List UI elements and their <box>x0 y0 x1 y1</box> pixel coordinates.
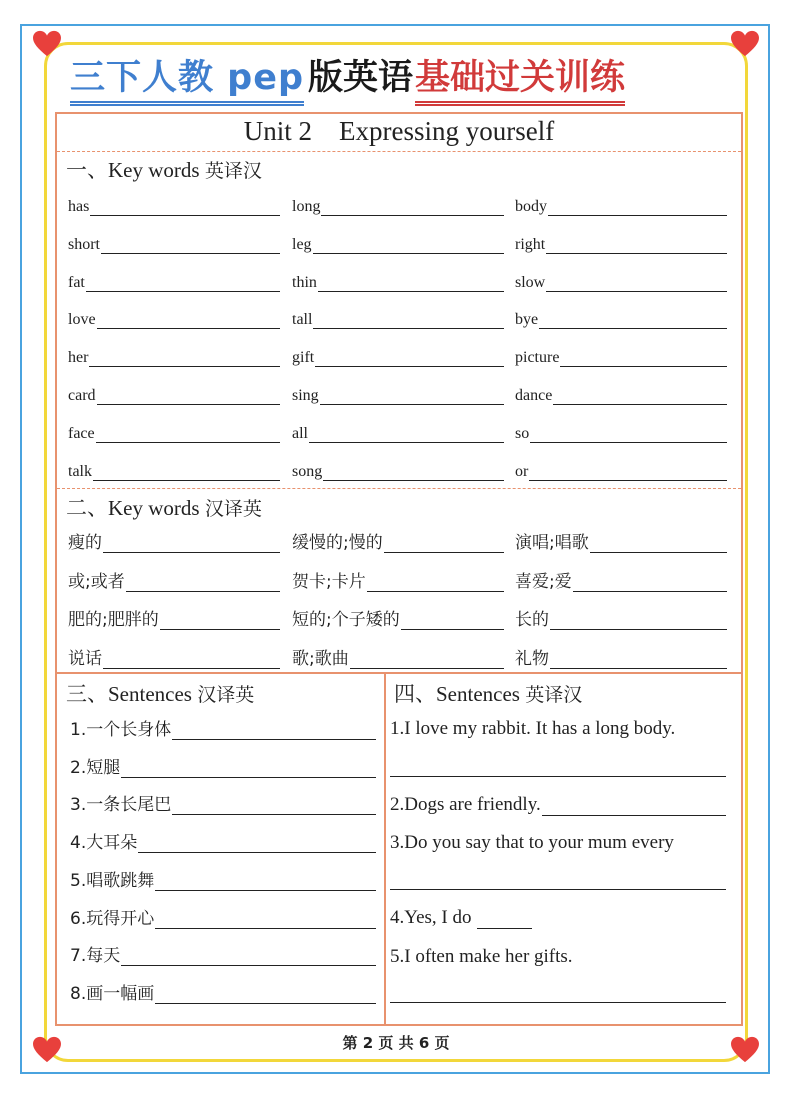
sentence-text: 1.一个长身体 <box>70 720 172 740</box>
vocab-item <box>68 230 280 254</box>
sentence-text: 7.每天 <box>70 946 121 967</box>
vocab-word: body <box>515 198 547 215</box>
section1-heading-cn: 英译汉 <box>204 160 262 182</box>
answer-line[interactable] <box>155 983 376 1004</box>
vocab-word: her <box>68 349 89 367</box>
answer-line[interactable] <box>390 775 726 777</box>
vocab-word: love <box>68 311 96 329</box>
heart-icon <box>32 30 62 58</box>
answer-line[interactable] <box>172 794 376 815</box>
sentence-item <box>70 940 376 966</box>
answer-line[interactable] <box>321 195 504 216</box>
vocab-item <box>515 529 727 553</box>
vocab-word: card <box>68 387 96 404</box>
answer-line[interactable] <box>160 609 280 630</box>
vocab-word: has <box>68 198 90 215</box>
answer-line[interactable] <box>590 532 727 553</box>
vocab-word: 歌;歌曲 <box>292 648 349 669</box>
sentence-text: 2.Dogs are friendly. <box>390 794 541 815</box>
vocab-word: so <box>515 424 530 442</box>
answer-line[interactable] <box>97 384 280 405</box>
vocab-item <box>68 419 280 443</box>
sentence-text: 3.Do you say that to your mum every <box>390 832 674 853</box>
page-title <box>70 50 730 102</box>
divider <box>57 672 741 674</box>
vocab-item <box>68 305 280 329</box>
section1-heading-label: 一、Key words <box>66 158 205 182</box>
sentence-item <box>70 978 376 1004</box>
sentence-text: 3.一条长尾巴 <box>70 795 172 816</box>
vocab-word: bye <box>515 311 539 329</box>
vocab-item <box>292 305 504 329</box>
answer-line[interactable] <box>560 346 727 367</box>
title-part-red: 基础过关训练 <box>415 50 625 106</box>
answer-line[interactable] <box>553 384 727 405</box>
answer-line[interactable] <box>573 571 727 592</box>
section3-heading-label: 三、Sentences <box>66 682 198 706</box>
vocab-item <box>68 645 280 669</box>
sentence-item <box>70 752 376 778</box>
vocab-word: all <box>292 424 308 442</box>
answer-line[interactable] <box>97 308 280 329</box>
answer-line[interactable] <box>401 609 504 630</box>
answer-line[interactable] <box>121 945 376 966</box>
sentence-item <box>390 828 726 854</box>
vocab-word: 贺卡;卡片 <box>292 571 366 592</box>
answer-line[interactable] <box>90 195 280 216</box>
answer-line[interactable] <box>86 271 280 292</box>
vocab-word: 肥的;肥胖的 <box>68 610 159 630</box>
sentence-text: 1.I love my rabbit. It has a long body. <box>390 718 676 739</box>
vocab-item <box>68 606 280 630</box>
vocab-item <box>292 268 504 292</box>
sentence-text: 4.Yes, I do <box>390 907 477 928</box>
sentence-item <box>70 827 376 853</box>
page-footer: 第 2 页 共 6 页 <box>342 1034 450 1052</box>
vocab-item <box>68 529 280 553</box>
vocab-word: 或;或者 <box>68 571 125 592</box>
divider <box>57 151 741 152</box>
answer-line[interactable] <box>138 832 376 853</box>
answer-line[interactable] <box>318 271 504 292</box>
vocab-item <box>515 381 727 405</box>
sentence-text: 2.短腿 <box>70 757 121 778</box>
answer-line[interactable] <box>315 346 504 367</box>
vocab-item <box>292 645 504 669</box>
sentence-item <box>70 714 376 740</box>
vocab-item <box>515 645 727 669</box>
answer-line[interactable] <box>155 870 376 891</box>
sentence-text: 5.唱歌跳舞 <box>70 870 155 891</box>
answer-line[interactable] <box>542 795 726 816</box>
vocab-word: long <box>292 198 321 215</box>
sentence-item <box>390 903 550 929</box>
vocab-word: sing <box>292 387 319 404</box>
answer-line[interactable] <box>313 308 504 329</box>
vocab-word: slow <box>515 273 546 291</box>
answer-line[interactable] <box>539 308 727 329</box>
section2-heading-label: 二、Key words <box>66 496 205 520</box>
vocab-item <box>292 230 504 254</box>
answer-line[interactable] <box>313 233 504 254</box>
vocab-word: gift <box>292 349 315 367</box>
vocab-item <box>292 606 504 630</box>
vocab-item <box>68 343 280 367</box>
answer-line[interactable] <box>93 460 280 481</box>
vocab-item <box>292 529 504 553</box>
vocab-word: picture <box>515 349 560 367</box>
vocab-item <box>292 457 504 481</box>
vocab-item <box>68 268 280 292</box>
column-divider <box>384 672 386 1024</box>
vocab-word: dance <box>515 387 553 404</box>
vocab-item <box>515 457 727 481</box>
section2-heading-cn: 汉译英 <box>204 498 262 520</box>
vocab-item <box>515 568 727 592</box>
sentence-item <box>70 789 376 815</box>
answer-line[interactable] <box>101 233 280 254</box>
answer-line[interactable] <box>96 422 280 443</box>
sentence-text: 6.玩得开心 <box>70 908 155 929</box>
answer-line[interactable] <box>384 532 504 553</box>
section1-heading <box>66 154 262 184</box>
vocab-word: face <box>68 424 95 442</box>
answer-line[interactable] <box>121 757 376 778</box>
answer-line[interactable] <box>530 422 727 443</box>
vocab-word: 演唱;唱歌 <box>515 533 589 553</box>
vocab-item <box>68 192 280 216</box>
unit-title: Unit 2 Expressing yourself <box>243 116 555 146</box>
vocab-item <box>515 192 727 216</box>
vocab-item <box>515 343 727 367</box>
answer-line[interactable] <box>546 271 727 292</box>
section4-heading-cn: 英译汉 <box>525 684 583 706</box>
vocab-word: or <box>515 462 529 480</box>
sentence-item <box>390 714 726 740</box>
section2-heading <box>66 492 262 522</box>
vocab-word: tall <box>292 311 313 329</box>
heart-icon <box>730 30 760 58</box>
vocab-item <box>292 381 504 405</box>
title-part-blue: 三下人教 pep <box>70 50 304 106</box>
sentence-text: 4.大耳朵 <box>70 833 138 854</box>
answer-line[interactable] <box>309 422 504 443</box>
vocab-word: 瘦的 <box>68 533 102 553</box>
answer-line[interactable] <box>550 609 727 630</box>
answer-line[interactable] <box>350 648 504 669</box>
answer-line[interactable] <box>172 719 376 740</box>
vocab-word: right <box>515 235 546 253</box>
vocab-item <box>515 419 727 443</box>
vocab-word: 缓慢的;慢的 <box>292 533 383 553</box>
vocab-item <box>292 568 504 592</box>
vocab-word: 短的;个子矮的 <box>292 610 400 630</box>
vocab-word: 礼物 <box>515 648 549 669</box>
answer-line[interactable] <box>323 460 504 481</box>
sentence-text: 5.I often make her gifts. <box>390 946 573 967</box>
sentence-text: 8.画一幅画 <box>70 983 155 1004</box>
vocab-word: 喜爱;爱 <box>515 571 572 592</box>
section4-heading-label: 四、Sentences <box>394 682 526 706</box>
vocab-word: 长的 <box>515 610 549 630</box>
vocab-item <box>515 230 727 254</box>
answer-line[interactable] <box>548 195 727 216</box>
answer-line[interactable] <box>367 571 504 592</box>
answer-line[interactable] <box>546 233 727 254</box>
answer-line[interactable] <box>550 648 727 669</box>
sentence-item <box>70 903 376 929</box>
vocab-item <box>292 343 504 367</box>
vocab-word: leg <box>292 235 312 253</box>
answer-line[interactable] <box>390 888 726 890</box>
vocab-word: 说话 <box>68 648 102 669</box>
answer-line[interactable] <box>89 346 280 367</box>
section4-heading <box>394 678 582 708</box>
vocab-item <box>68 381 280 405</box>
section3-heading <box>66 678 254 708</box>
vocab-item <box>515 305 727 329</box>
vocab-word: talk <box>68 462 92 480</box>
answer-line[interactable] <box>155 908 376 929</box>
vocab-item <box>68 457 280 481</box>
vocab-item <box>292 419 504 443</box>
answer-line[interactable] <box>103 532 280 553</box>
section3-heading-cn: 汉译英 <box>197 684 255 706</box>
answer-line[interactable] <box>390 1001 726 1003</box>
vocab-item <box>515 268 727 292</box>
vocab-word: fat <box>68 273 85 291</box>
answer-line[interactable] <box>126 571 280 592</box>
vocab-word: song <box>292 462 323 480</box>
sentence-item <box>390 790 726 816</box>
vocab-item <box>515 606 727 630</box>
sentence-item <box>70 865 376 891</box>
answer-line[interactable] <box>103 648 280 669</box>
vocab-word: thin <box>292 273 317 291</box>
sentence-item <box>390 942 726 968</box>
title-part-black: 版英语 <box>308 58 414 98</box>
vocab-item <box>292 192 504 216</box>
answer-line[interactable] <box>320 384 504 405</box>
vocab-item <box>68 568 280 592</box>
divider <box>57 488 741 489</box>
answer-line[interactable] <box>529 460 727 481</box>
vocab-word: short <box>68 235 100 253</box>
answer-line[interactable] <box>477 908 532 929</box>
